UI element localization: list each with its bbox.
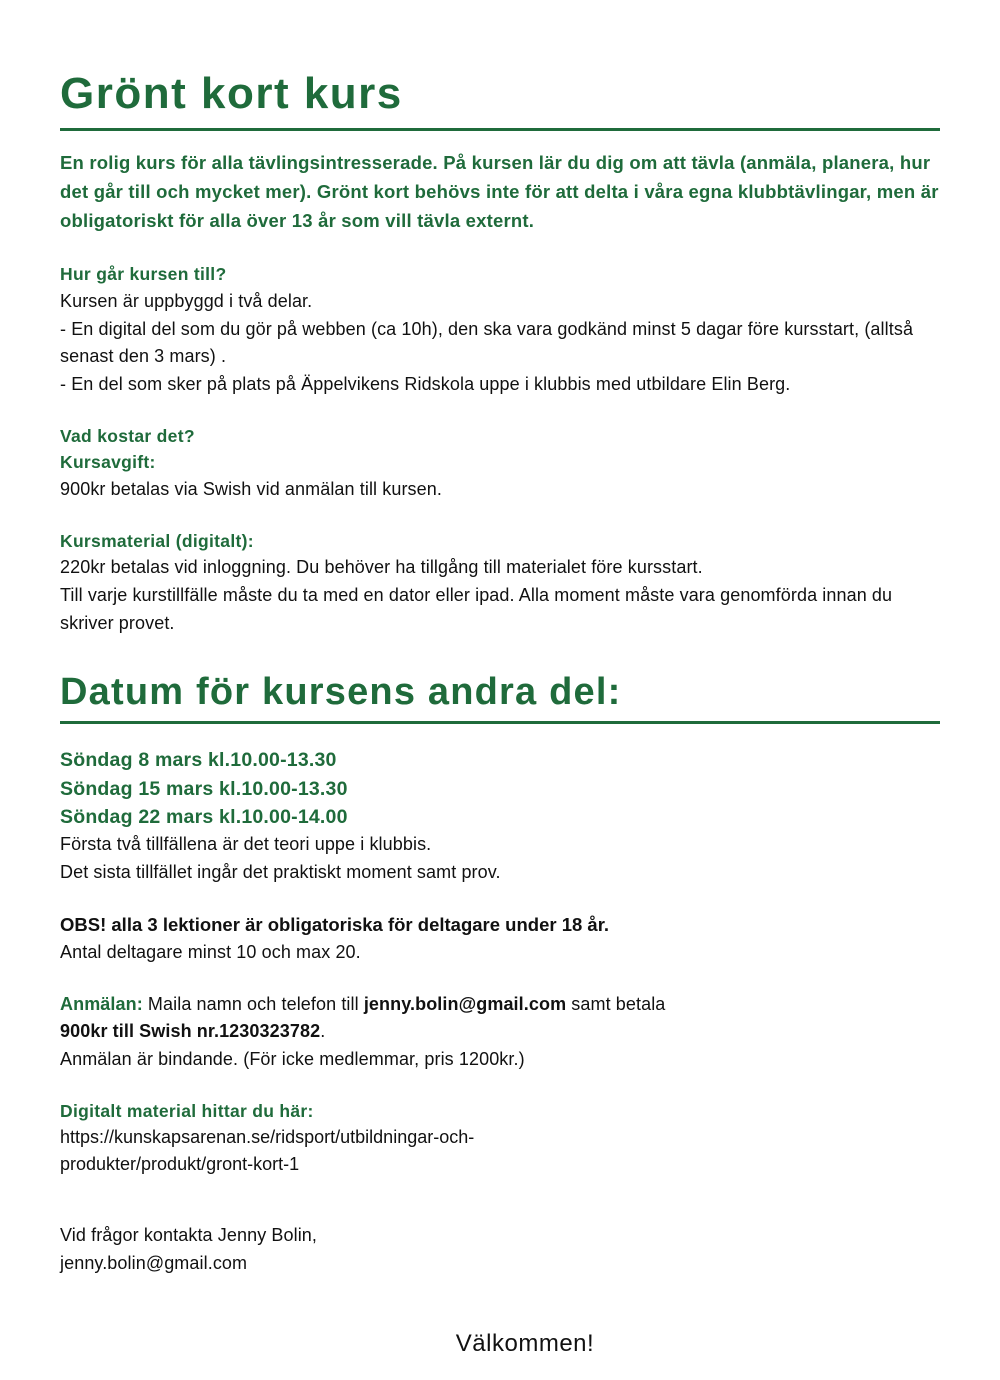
contact-line-1: Vid frågor kontakta Jenny Bolin, <box>60 1225 318 1246</box>
how-line-1: Kursen är uppbyggd i två delar. <box>60 290 313 311</box>
cost-heading: Vad kostar det? <box>60 426 195 447</box>
list-item: Söndag 22 mars kl.10.00-14.00 <box>60 805 348 828</box>
section-cost <box>60 423 940 503</box>
digital-material-link-line-1[interactable]: https://kunskapsarenan.se/ridsport/utbildningar-och- <box>60 1127 475 1148</box>
dates-list <box>60 746 940 887</box>
section-obs <box>60 911 940 967</box>
section-contact <box>60 1222 940 1278</box>
material-line-2: Till varje kurstillfälle måste du ta med en dator eller ipad. Alla moment måste vara genomförda innan du skriver provet. <box>60 584 893 633</box>
section-how-it-works <box>60 261 940 399</box>
list-item: Söndag 8 mars kl.10.00-13.30 <box>60 749 337 772</box>
signup-text-before-email: Maila namn och telefon till <box>142 993 364 1014</box>
material-heading: Kursmaterial (digitalt): <box>60 530 254 551</box>
page-title: Grönt kort kurs <box>60 69 403 118</box>
section-signup <box>60 991 940 1075</box>
dates-note-2: Det sista tillfället ingår det praktiskt moment samt prov. <box>60 862 501 883</box>
payment-paragraph <box>60 1018 940 1046</box>
payment-period: . <box>320 1021 326 1042</box>
intro-paragraph: En rolig kurs för alla tävlingsintresserade. På kursen lär du dig om att tävla (anmäla, planera, hur det går till och mycket mer). Grönt kort behövs inte för att delta i våra egna klubbtävlingar, men är obligatoriskt för alla över 13 år som vill tävla externt. <box>60 152 939 231</box>
binding-note: Anmälan är bindande. (För icke medlemmar, pris 1200kr.) <box>60 1049 525 1070</box>
signup-email[interactable]: jenny.bolin@gmail.com <box>363 993 567 1014</box>
section-digital-material <box>60 1098 940 1178</box>
payment-details: 900kr till Swish nr.1230323782 <box>60 1021 321 1042</box>
digital-material-link-line-2[interactable]: produkter/produkt/gront-kort-1 <box>60 1154 300 1175</box>
how-line-2: - En digital del som du gör på webben (ca 10h), den ska vara godkänd minst 5 dagar före kursstart, (alltså senast den 3 mars) . <box>60 318 914 367</box>
material-line-1: 220kr betalas vid inloggning. Du behöver ha tillgång till materialet före kursstart. <box>60 556 703 577</box>
how-line-3: - En del som sker på plats på Äppelvikens Ridskola uppe i klubbis med utbildare Elin Berg. <box>60 374 791 395</box>
section-title-dates: Datum för kursens andra del: <box>60 670 622 713</box>
dates-divider <box>60 721 940 724</box>
signup-paragraph <box>60 991 940 1019</box>
title-divider <box>60 128 940 131</box>
contact-email[interactable]: jenny.bolin@gmail.com <box>60 1253 248 1274</box>
cost-line-1: 900kr betalas via Swish vid anmälan till kursen. <box>60 478 442 499</box>
section-material <box>60 528 940 638</box>
obs-notice: OBS! alla 3 lektioner är obligatoriska för deltagare under 18 år. <box>60 913 610 935</box>
digital-heading: Digitalt material hittar du här: <box>60 1101 314 1122</box>
signup-label: Anmälan: <box>60 993 143 1014</box>
how-heading: Hur går kursen till? <box>60 264 227 285</box>
cost-subheading: Kursavgift: <box>60 452 156 473</box>
list-item: Söndag 15 mars kl.10.00-13.30 <box>60 777 348 800</box>
spacer <box>60 1202 940 1222</box>
participants-line: Antal deltagare minst 10 och max 20. <box>60 941 361 962</box>
signup-text-after-email: samt betala <box>566 993 666 1014</box>
dates-note-1: Första två tillfällena är det teori uppe i klubbis. <box>60 834 432 855</box>
welcome-message: Välkommen! <box>455 1330 595 1358</box>
